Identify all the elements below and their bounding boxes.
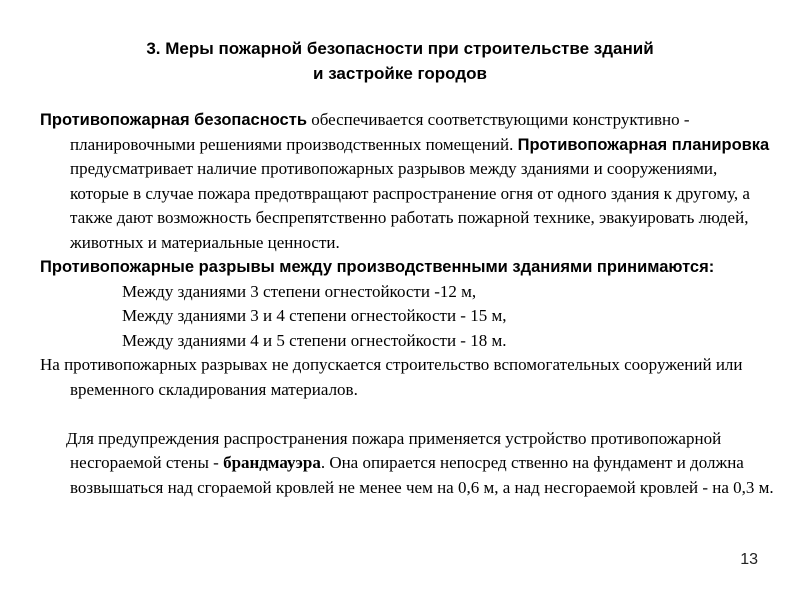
term-fire-safety: Противопожарная безопасность — [40, 111, 307, 129]
title-line-2: и застройке городов — [313, 64, 487, 83]
paragraph-firewall-text-1: Для предупреждения распространения пожара применяется устройство противопожарной несгораемой стены - — [66, 428, 722, 472]
fire-gap-item: Между зданиями 4 и 5 степени огнестойкости - 18 м. — [122, 330, 507, 350]
page-title — [0, 36, 800, 86]
page-number: 13 — [740, 551, 758, 568]
fire-gaps-heading: Противопожарные разрывы между производственными зданиями принимаются: — [40, 258, 715, 276]
spacer — [40, 402, 780, 427]
paragraph-firewall-text-2: . Она опирается непосред ственно на фундамент и должна возвышаться над сгораемой кровлей не менее чем на 0,6 м, а над несгораемой кровлей - на 0,3 м. — [70, 453, 774, 497]
term-fire-planning: Противопожарная планировка — [517, 135, 770, 154]
paragraph-fire-safety — [40, 108, 780, 255]
paragraph-gap-restrictions-text: На противопожарных разрывах не допускается строительство вспомогательных сооружений или временного складирования материалов. — [40, 355, 743, 399]
paragraph-fire-planning-text: предусматривает наличие противопожарных разрывов между зданиями и сооружениями, которые в случае пожара предотвращают распространение огня от одного здания к другому, а также дают возможность беспрепятственно работать пожарной технике, эвакуировать людей, животных и материальные ценности. — [70, 159, 750, 252]
fire-gap-item: Между зданиями 3 степени огнестойкости -12 м, — [122, 281, 477, 301]
term-firewall: брандмауэра — [223, 453, 321, 472]
paragraph-firewall — [40, 427, 780, 501]
slide-body — [40, 108, 780, 500]
paragraph-fire-safety-text: обеспечивается соответствующими конструктивно - планировочными решениями производственных помещений. — [70, 110, 690, 154]
paragraph-gap-restrictions — [10, 353, 780, 402]
fire-gap-item: Между зданиями 3 и 4 степени огнестойкости - 15 м, — [122, 306, 507, 325]
title-line-1: 3. Меры пожарной безопасности при строительстве зданий — [146, 39, 654, 58]
